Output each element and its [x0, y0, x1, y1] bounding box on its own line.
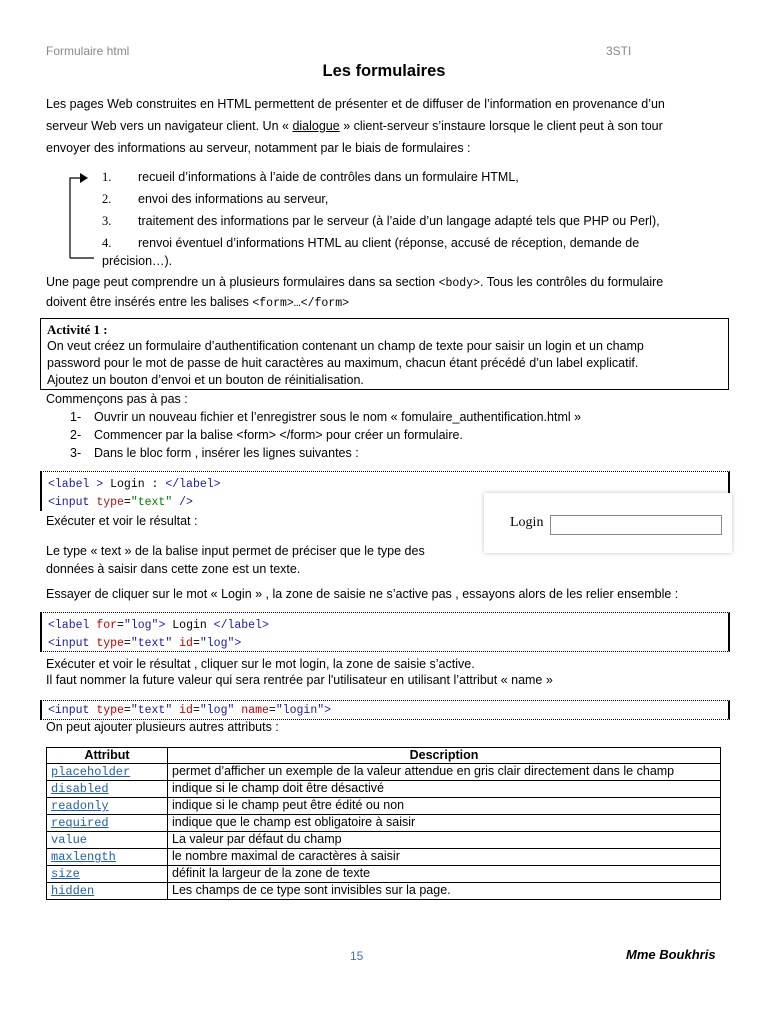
activity-heading: Activité 1 :	[47, 322, 108, 337]
body-section-paragraph: Une page peut comprendre un à plusieurs formulaires dans sa section <body>. Tous les contrôles du formulaire doivent être insérés entre les balises <form>…</form>	[46, 275, 664, 310]
activity-box	[40, 318, 729, 390]
attr-link-readonly[interactable]: readonly	[51, 799, 109, 813]
list-item: 4. renvoi éventuel d’informations HTML au client (réponse, accusé de réception, demande de	[102, 236, 640, 250]
table-row	[47, 849, 721, 866]
try-click-text: Essayer de cliquer sur le mot « Login » , la zone de saisie ne s’active pas , essayons alors de les relier ensemble :	[46, 587, 679, 601]
intro-line-3: envoyer des informations au serveur, notamment par le biais de formulaires :	[46, 141, 471, 155]
header-left: Formulaire html	[46, 44, 130, 58]
list-item: 1. recueil d’informations à l’aide de contrôles dans un formulaire HTML,	[102, 170, 519, 184]
table-row	[47, 798, 721, 815]
form-tag: <form>…</form>	[252, 297, 349, 310]
list-item: 2. envoi des informations au serveur,	[102, 192, 329, 206]
table-row	[47, 883, 721, 900]
attr-desc: indique que le champ est obligatoire à saisir	[168, 815, 721, 832]
preview-login-label: Login	[510, 515, 544, 530]
loop-arrow-icon	[64, 170, 94, 262]
howto-intro: Commençons pas à pas :	[46, 392, 188, 406]
attr-desc: indique si le champ peut être édité ou non	[168, 798, 721, 815]
attr-link-disabled[interactable]: disabled	[51, 782, 109, 796]
attr-desc: indique si le champ doit être désactivé	[168, 781, 721, 798]
list-item: 1- Ouvrir un nouveau fichier et l’enregistrer sous le nom « fomulaire_authentification.html »	[70, 410, 582, 424]
table-row	[47, 815, 721, 832]
result-preview	[484, 493, 732, 553]
run-result-2: Exécuter et voir le résultat , cliquer sur le mot login, la zone de saisie s’active.	[46, 657, 475, 671]
code-block-label-for: <label for="log"> Login </label> <input type="text" id="log">	[40, 612, 730, 652]
more-attributes-text: On peut ajouter plusieurs autres attributs :	[46, 720, 279, 734]
name-attribute-text: Il faut nommer la future valeur qui sera rentrée par l'utilisateur en utilisant l’attribut « name »	[46, 673, 553, 687]
intro-paragraph	[46, 93, 726, 159]
attr-link-value[interactable]: value	[51, 833, 88, 847]
attr-link-hidden[interactable]: hidden	[51, 884, 95, 898]
dialogue-link: dialogue	[292, 119, 340, 133]
list-item: 3. traitement des informations par le serveur (à l’aide d’un langage adapté tels que PHP ou Perl),	[102, 214, 660, 228]
preview-login-input[interactable]	[550, 515, 722, 535]
attr-link-maxlength[interactable]: maxlength	[51, 850, 116, 864]
header-attribut: Attribut	[47, 748, 168, 764]
attr-desc: le nombre maximal de caractères à saisir	[168, 849, 721, 866]
type-text-explanation: Le type « text » de la balise input permet de préciser que le type des données à saisir dans cette zone est un texte.	[46, 544, 425, 576]
intro-line-2b: » client-serveur s’instaure lorsque le client peut à son tour	[343, 119, 663, 133]
table-row	[47, 781, 721, 798]
attr-link-size[interactable]: size	[51, 867, 80, 881]
list-item: 3- Dans le bloc form , insérer les lignes suivantes :	[70, 446, 359, 460]
list-item-continuation: précision…).	[102, 254, 173, 268]
activity-line-2: password pour le mot de passe de huit caractères au maximum, chacun étant précédé d’un label explicatif.	[47, 356, 639, 370]
code-block-label-input: <label > Login : </label> <input type="text" />	[40, 471, 730, 511]
table-row	[47, 866, 721, 883]
attr-desc: définit la largeur de la zone de texte	[168, 866, 721, 883]
body-tag: <body>	[438, 277, 481, 290]
activity-line-3: Ajoutez un bouton d’envoi et un bouton de réinitialisation.	[47, 373, 364, 387]
list-item: 2- Commencer par la balise <form> </form> pour créer un formulaire.	[70, 428, 463, 442]
attr-desc: La valeur par défaut du champ	[168, 832, 721, 849]
code-block-input-name: <input type="text" id="log" name="login">	[40, 700, 730, 720]
table-row	[47, 832, 721, 849]
activity-line-1: On veut créez un formulaire d’authentification contenant un champ de texte pour saisir un login et un champ	[47, 339, 644, 353]
table-row	[47, 764, 721, 781]
attr-desc: permet d’afficher un exemple de la valeur attendue en gris clair directement dans le champ	[168, 764, 721, 781]
intro-line-2a: serveur Web vers un navigateur client. Un «	[46, 119, 289, 133]
attr-link-placeholder[interactable]: placeholder	[51, 765, 131, 779]
author-signature: Mme Boukhris	[626, 947, 716, 962]
run-result-1: Exécuter et voir le résultat :	[46, 514, 198, 528]
intro-line-1: Les pages Web construites en HTML permettent de présenter et de diffuser de l’information en provenance d’un	[46, 97, 665, 111]
page-title: Les formulaires	[322, 62, 446, 80]
attributes-table	[46, 747, 721, 900]
header-description: Description	[168, 748, 721, 764]
page-number: 15	[350, 949, 364, 963]
attr-desc: Les champs de ce type sont invisibles sur la page.	[168, 883, 721, 900]
table-header-row	[47, 748, 721, 764]
header-right: 3STI	[606, 44, 632, 58]
attr-link-required[interactable]: required	[51, 816, 109, 830]
